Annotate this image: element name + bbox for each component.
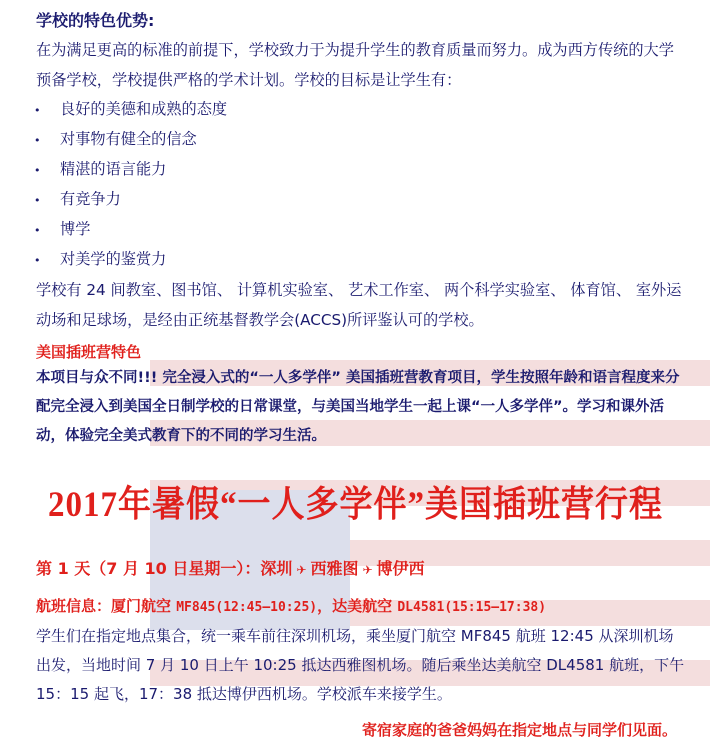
flight-dl4581: DL4581(15:15—17:38): [397, 600, 547, 615]
bullet-icon: •: [34, 254, 41, 267]
city-shenzhen: 深圳: [260, 559, 293, 578]
bullet-item: • 对美学的鉴赏力: [34, 244, 227, 274]
day1-description: 学生们在指定地点集合，统一乘车前往深圳机场，乘坐厦门航空 MF845 航班 12:45 从深圳机场出发，当地时间 7 月 10 日上午 10:25 抵达西雅图机场。随后乘坐达美航空 DL4581 航班，下午 15：15 起飞，17：38 抵达博伊西机场。学校派车来接学生。: [36, 627, 685, 703]
plane-icon: ✈: [296, 563, 307, 577]
bullet-icon: •: [34, 104, 41, 117]
features-intro: 在为满足更高的标准的前提下，学校致力于为提升学生的教育质量而努力。成为西方传统的大学预备学校，学校提供严格的学术计划。学校的目标是让学生有：: [36, 41, 674, 89]
flight-info: 航班信息：厦门航空 MF845(12:45—10:25)，达美航空 DL4581(15:15—17:38): [36, 597, 547, 615]
city-boise: 博伊西: [376, 559, 425, 578]
camp-heading: 美国插班营特色: [36, 343, 142, 361]
bullet-icon: •: [34, 194, 41, 207]
bullet-item: • 有竞争力: [34, 184, 227, 214]
city-seattle: 西雅图: [310, 559, 359, 578]
bullet-item: • 精湛的语言能力: [34, 154, 227, 184]
plane-icon: ✈: [362, 563, 373, 577]
host-family-note: 寄宿家庭的爸爸妈妈在指定地点与同学们见面。: [361, 721, 677, 739]
bullet-item: • 对事物有健全的信念: [34, 124, 227, 154]
bullet-icon: •: [34, 164, 41, 177]
flight-mf845: MF845(12:45—10:25): [176, 600, 318, 615]
day1-route: [36, 556, 425, 579]
bullet-icon: •: [34, 224, 41, 237]
itinerary-title: 2017年暑假“一人多学伴”美国插班营行程: [48, 485, 663, 525]
day1-label: 第 1 天（7 月 10 日星期一）：: [36, 559, 261, 578]
camp-description: 本项目与众不同!!! 完全浸入式的“一人多学伴” 美国插班营教育项目，学生按照年龄和语言程度来分配完全浸入到美国全日制学校的日常课堂，与美国当地学生一起上课“一人多学伴”。学习和课外活动，体验完全美式教育下的不同的学习生活。: [36, 370, 680, 444]
bullet-icon: •: [34, 134, 41, 147]
features-bullet-list: [34, 94, 227, 274]
bullet-item: • 良好的美德和成熟的态度: [34, 94, 227, 124]
facilities-paragraph: 学校有 24 间教室、图书馆、 计算机实验室、 艺术工作室、 两个科学实验室、 体育馆、 室外运动场和足球场，是经由正统基督教学会(ACCS)所评鉴认可的学校。: [36, 281, 682, 329]
features-heading: 学校的特色优势:: [36, 11, 155, 30]
bullet-item: • 博学: [34, 214, 227, 244]
